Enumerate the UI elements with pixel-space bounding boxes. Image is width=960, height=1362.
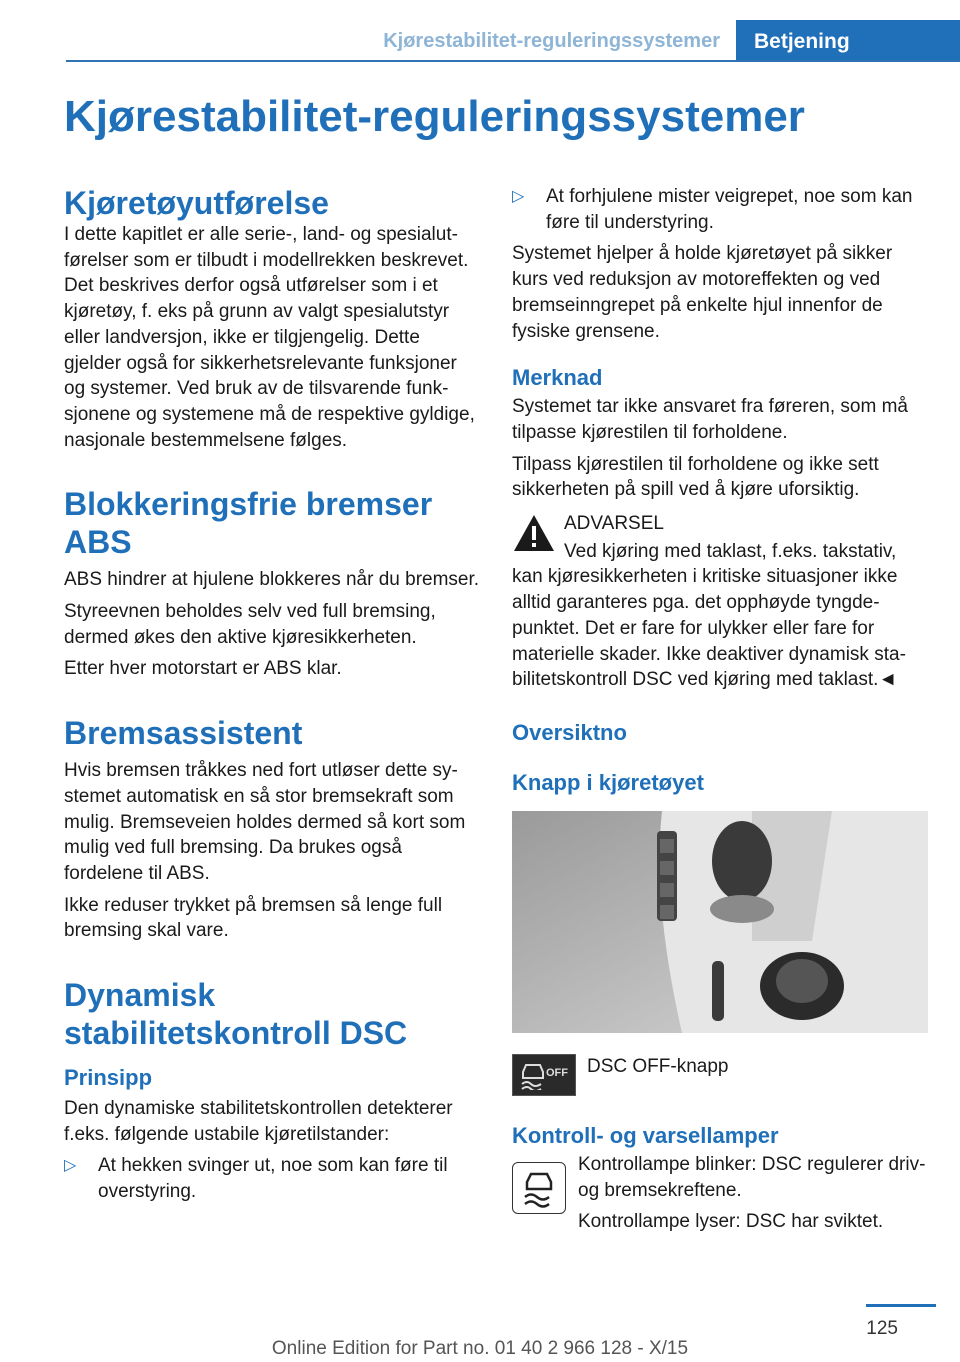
heading-note: Merknad [512,365,603,391]
para-vehicle: I dette kapitlet er alle serie-, land- og spesialutførelser som er tilbudt i modellrekken beskrevet. Det beskrives derfor også utførelser som i et kjøretøy, f. eks på grunn av valgt spesialutstyr eller landversjon, ikke er tilgjengelig. Dette gjelder også for sikkerhetsrelevante funksjoner og systemer. Ved bruk av de tilsvarende funksjonene og systemene må de respektive gyldige, nasjonale bestemmelsene følges. [64,224,475,451]
heading-vehicle: Kjøretøyutførelse [64,185,329,221]
heading-lamps: Kontroll- og varsellamper [512,1122,779,1148]
para-abs-2: Styreevnen beholdes selv ved full bremsing, dermed økes den aktive kjøresikkerheten. [64,601,436,648]
warning-text: kan kjøresikkerheten i kritiske situasjoner ikke alltid garanteres pga. det opphøyde tyngdepunktet. Det er fare for ulykker eller fare for materielle skader. Ikke deaktiver dynamisk stabilitetskontroll DSC ved kjøring med taklast.◄ [512,566,906,691]
lamp-row [512,1152,928,1235]
center-console-photo [512,811,928,1033]
dsc-off-label: DSC OFF-knapp [587,1055,729,1077]
warning-box [512,511,928,693]
heading-button-in-vehicle: Knapp i kjøretøyet [512,769,704,795]
page-title: Kjørestabilitet-reguleringssystemer [64,92,805,141]
warning-title: ADVARSEL [564,513,664,535]
header-section-title: Kjørestabilitet-reguleringssystemer [383,30,720,52]
bullet-triangle-icon: ▷ [512,188,525,205]
bullet-text: At hekken svinger ut, noe som kan føre til overstyring. [98,1155,448,1203]
heading-abs: Blokkeringsfrie bremser ABS [64,486,433,561]
para-principle: Den dynamiske stabilitetskontrollen detekterer f.eks. følgende ustabile kjøretilstander: [64,1098,453,1145]
para-system: Systemet hjelper å holde kjøretøyet på sikker kurs ved reduksjon av motoreffekten og ved bremseinngrepet på enkelte hjul innenfor de fysiske grensene. [512,243,893,342]
header-tab: Betjening [736,20,960,62]
heading-dsc: Dynamisk stabilitetskontroll DSC [64,977,408,1052]
dsc-off-icon-text: OFF [546,1066,568,1079]
para-abs-1: ABS hindrer at hjulene blokkeres når du bremser. [64,569,480,591]
dsc-off-row [512,1054,928,1096]
warning-icon [512,513,556,553]
para-brake-1: Hvis bremsen tråkkes ned fort utløser dette systemet automatisk en så stor bremsekraft som mulig. Bremseveien holdes dermed så kort som mulig ved full bremsing. Da brukes også fordelene til ABS. [64,760,466,884]
heading-overview: Oversiktno [512,719,627,745]
lamp-on-text: Kontrollampe lyser: DSC har sviktet. [578,1211,884,1233]
page-number: 125 [866,1318,898,1339]
left-column [64,184,480,1205]
heading-brake-assist: Bremsassistent [64,715,303,752]
list-item [64,1153,480,1204]
footer-text: Online Edition for Part no. 01 40 2 966 128 - X/15 [271,1338,689,1359]
dsc-lamp-icon [512,1162,566,1214]
bullet-text: At forhjulene mister veigrepet, noe som kan føre til understyring. [546,186,913,233]
lamp-blink-text: Kontrollampe blinker: DSC regulerer driv- og bremsekreftene. [578,1153,926,1201]
para-note-2: Tilpass kjørestilen til forholdene og ikke sett sikkerheten på spill ved å kjøre uforsiktig. [512,453,879,501]
para-note-1: Systemet tar ikke ansvaret fra føreren, som må tilpasse kjørestilen til forholdene. [512,396,908,443]
warning-line-1: Ved kjøring med taklast, f.eks. takstativ, [564,540,897,562]
bullet-triangle-icon: ▷ [64,1157,77,1175]
list-item [512,184,928,235]
para-abs-3: Etter hver motorstart er ABS klar. [64,658,342,680]
para-brake-2: Ikke reduser trykket på bremsen så lenge full bremsing skal vare. [64,894,443,942]
right-column [512,184,928,1235]
footer-rule [866,1304,936,1307]
heading-principle: Prinsipp [64,1065,153,1091]
header-rule [66,60,960,62]
dsc-off-button-icon [512,1054,576,1096]
